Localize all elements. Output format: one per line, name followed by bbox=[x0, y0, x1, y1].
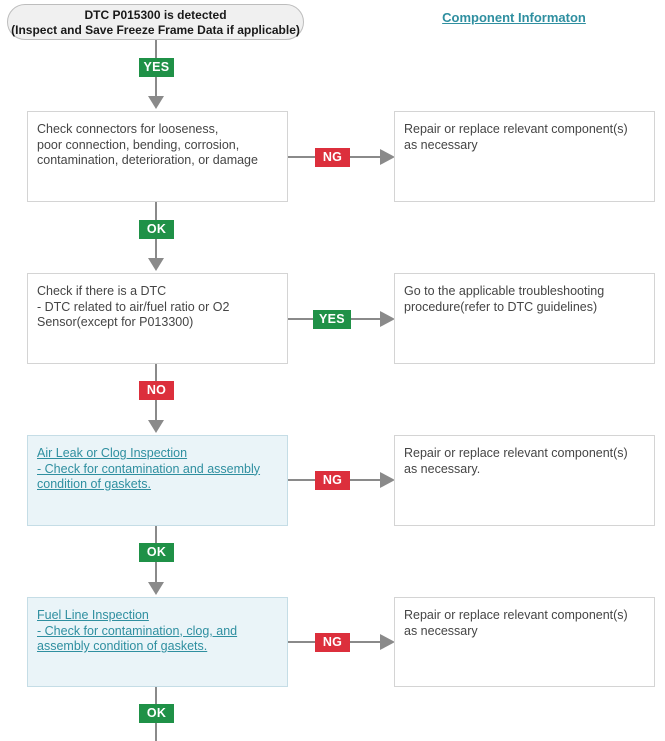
result-troubleshooting bbox=[394, 273, 655, 364]
step-link-line[interactable]: - Check for contamination and assembly bbox=[37, 461, 261, 476]
step-text-line: - DTC related to air/fuel ratio or O2 bbox=[37, 299, 230, 314]
arrow-down-icon bbox=[148, 258, 164, 271]
ok-badge: OK bbox=[139, 543, 174, 562]
result-text-line: as necessary bbox=[404, 137, 478, 152]
result-text-line: as necessary bbox=[404, 623, 478, 638]
ng-badge: NG bbox=[315, 633, 350, 652]
component-information-link[interactable]: Component Informaton bbox=[442, 10, 586, 25]
yes-badge: YES bbox=[313, 310, 351, 329]
start-subtitle: (Inspect and Save Freeze Frame Data if applicable) bbox=[11, 23, 300, 37]
step-fuel-line-inspection[interactable] bbox=[27, 597, 288, 687]
arrow-right-icon bbox=[380, 149, 395, 165]
ng-badge: NG bbox=[315, 148, 350, 167]
result-text-line: Go to the applicable troubleshooting bbox=[404, 284, 605, 298]
result-text-line: Repair or replace relevant component(s) bbox=[404, 122, 628, 136]
step-text-line: Sensor(except for P013300) bbox=[37, 315, 194, 329]
step-link-line[interactable]: assembly condition of gaskets. bbox=[37, 639, 208, 653]
step-check-dtc bbox=[27, 273, 288, 364]
start-title: DTC P015300 is detected bbox=[84, 8, 227, 22]
arrow-right-icon bbox=[380, 634, 395, 650]
step-text-line: Check connectors for looseness, bbox=[37, 122, 219, 136]
no-badge: NO bbox=[139, 381, 174, 400]
step-air-leak-inspection[interactable] bbox=[27, 435, 288, 526]
step-check-connectors bbox=[27, 111, 288, 202]
yes-badge: YES bbox=[139, 58, 174, 77]
step-text-line: contamination, deterioration, or damage bbox=[37, 153, 258, 167]
start-node bbox=[7, 4, 304, 40]
arrow-right-icon bbox=[380, 472, 395, 488]
step-text-line: Check if there is a DTC bbox=[37, 284, 167, 298]
step-link-line[interactable]: - Check for contamination, clog, and bbox=[37, 623, 238, 638]
ok-badge: OK bbox=[139, 220, 174, 239]
ng-badge: NG bbox=[315, 471, 350, 490]
step-text-line: poor connection, bending, corrosion, bbox=[37, 137, 240, 152]
arrow-down-icon bbox=[148, 96, 164, 109]
result-text-line: Repair or replace relevant component(s) bbox=[404, 608, 628, 622]
result-text-line: Repair or replace relevant component(s) bbox=[404, 446, 628, 460]
result-repair-replace bbox=[394, 111, 655, 202]
arrow-right-icon bbox=[380, 311, 395, 327]
result-repair-replace bbox=[394, 435, 655, 526]
step-link-line[interactable]: condition of gaskets. bbox=[37, 477, 151, 491]
result-text-line: procedure(refer to DTC guidelines) bbox=[404, 299, 598, 314]
fuel-line-inspection-link[interactable]: Fuel Line Inspection bbox=[37, 608, 149, 622]
air-leak-inspection-link[interactable]: Air Leak or Clog Inspection bbox=[37, 446, 188, 460]
arrow-down-icon bbox=[148, 420, 164, 433]
ok-badge: OK bbox=[139, 704, 174, 723]
arrow-down-icon bbox=[148, 582, 164, 595]
result-text-line: as necessary. bbox=[404, 461, 481, 476]
result-repair-replace bbox=[394, 597, 655, 687]
